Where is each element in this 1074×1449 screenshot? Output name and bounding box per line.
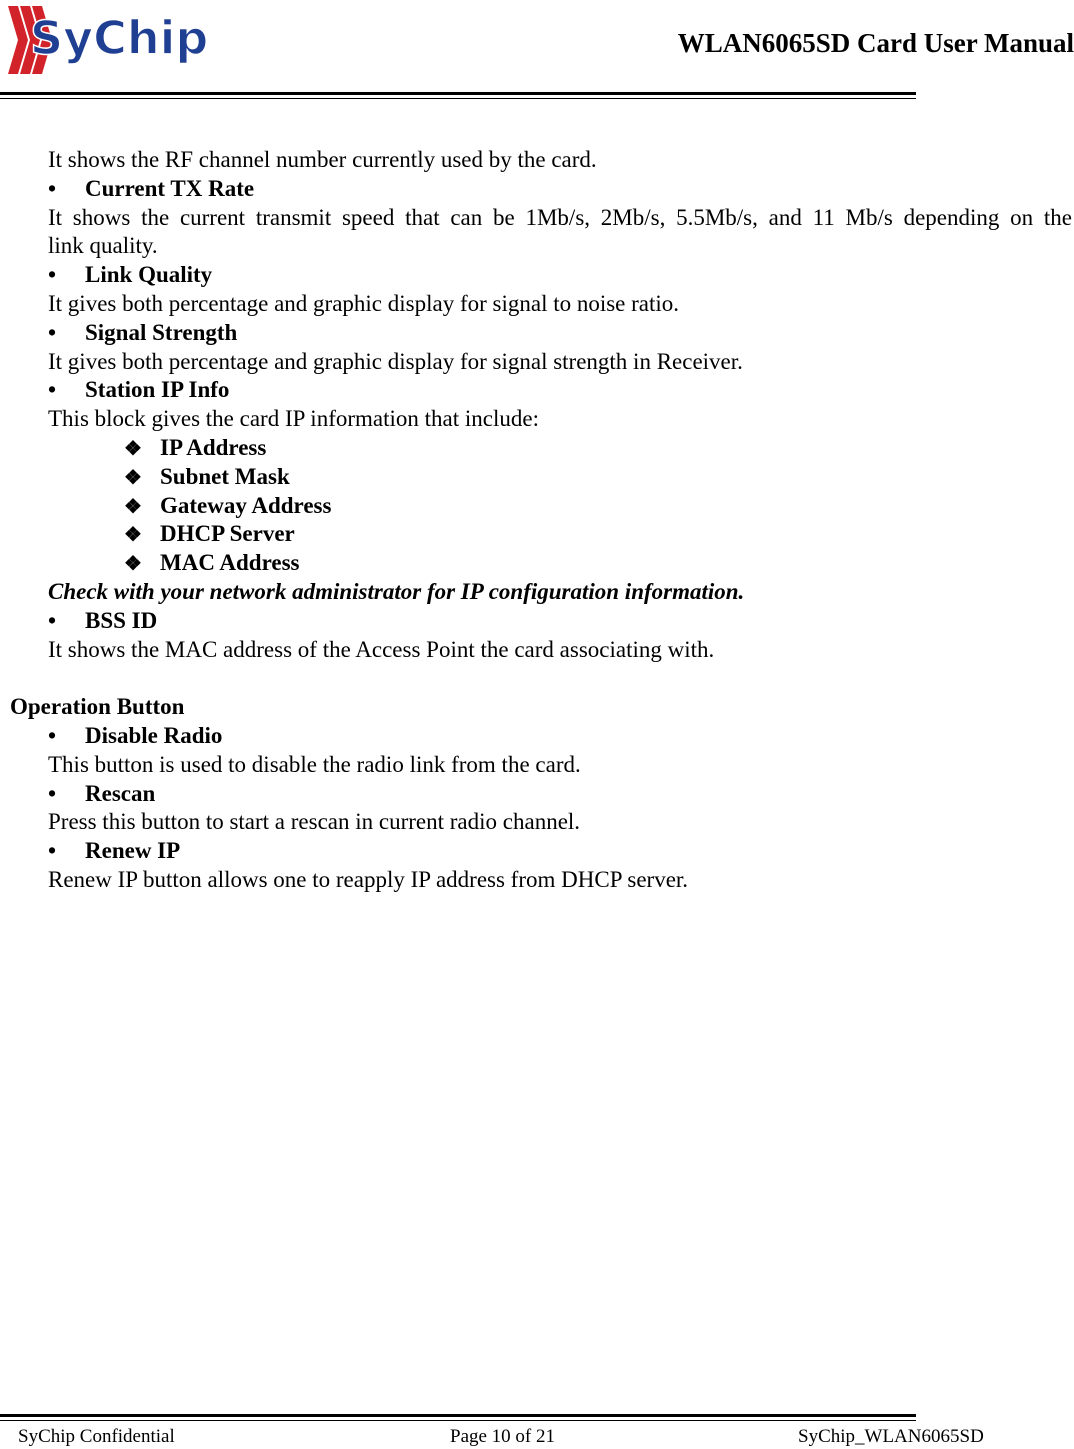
- footer-doc-id: SyChip_WLAN6065SD: [798, 1426, 984, 1447]
- bullet-icon: •: [48, 780, 57, 806]
- tx-rate-desc-line2: link quality.: [48, 233, 158, 259]
- bullet-icon: •: [48, 175, 57, 201]
- section-heading-operation-button: Operation Button: [10, 694, 185, 720]
- footer-confidential: SyChip Confidential: [18, 1426, 175, 1447]
- bullet-link-quality: • Link Quality: [0, 261, 1074, 290]
- tx-rate-desc-line1: It shows the current transmit speed that can be 1Mb/s, 2Mb/s, 5.5Mb/s, and 11 Mb/s depending on the: [48, 204, 1072, 230]
- diamond-bullet-icon: ❖: [124, 495, 142, 518]
- page-content: [0, 146, 1074, 895]
- diamond-bullet-icon: ❖: [124, 437, 142, 460]
- bullet-icon: •: [48, 377, 57, 403]
- footer-rule: [0, 1414, 916, 1421]
- footer-page-number: Page 10 of 21: [450, 1426, 556, 1447]
- bullet-icon: •: [48, 607, 57, 633]
- document-title: WLAN6065SD Card User Manual: [677, 28, 1074, 58]
- bullet-icon: •: [48, 722, 57, 748]
- diamond-bullet-icon: ❖: [124, 553, 142, 576]
- bullet-bss-id: • BSS ID: [0, 607, 1074, 636]
- bullet-icon: •: [48, 838, 57, 864]
- rescan-desc: Press this button to start a rescan in current radio channel.: [48, 809, 581, 835]
- bullet-icon: •: [48, 262, 57, 288]
- sub-item-dhcp-server: ❖ DHCP Server: [0, 520, 1074, 549]
- header-rule: [0, 92, 916, 99]
- bullet-rescan: • Rescan: [0, 780, 1074, 809]
- bullet-station-ip-info: • Station IP Info: [0, 376, 1074, 405]
- bullet-signal-strength: • Signal Strength: [0, 319, 1074, 348]
- link-quality-desc: It gives both percentage and graphic display for signal to noise ratio.: [48, 290, 680, 316]
- ip-config-note: Check with your network administrator for IP configuration information.: [48, 578, 745, 604]
- renew-ip-desc: Renew IP button allows one to reapply IP address from DHCP server.: [48, 866, 689, 892]
- sub-item-gateway-address: ❖ Gateway Address: [0, 492, 1074, 521]
- diamond-bullet-icon: ❖: [124, 466, 142, 489]
- bullet-icon: •: [48, 319, 57, 345]
- bullet-renew-ip: • Renew IP: [0, 837, 1074, 866]
- bullet-disable-radio: • Disable Radio: [0, 722, 1074, 751]
- signal-strength-desc: It gives both percentage and graphic display for signal strength in Receiver.: [48, 348, 743, 374]
- diamond-bullet-icon: ❖: [124, 524, 142, 547]
- bullet-current-tx-rate: • Current TX Rate: [0, 175, 1074, 204]
- disable-radio-desc: This button is used to disable the radio link from the card.: [48, 751, 581, 777]
- bss-id-desc: It shows the MAC address of the Access Point the card associating with.: [48, 636, 715, 662]
- rf-channel-text: It shows the RF channel number currently used by the card.: [48, 147, 597, 172]
- svg-text:SyChip: SyChip: [30, 11, 209, 65]
- sub-item-subnet-mask: ❖ Subnet Mask: [0, 463, 1074, 492]
- station-ip-desc: This block gives the card IP information that include:: [48, 406, 539, 432]
- sub-item-ip-address: ❖ IP Address: [0, 434, 1074, 463]
- sychip-logo: [4, 2, 230, 76]
- sub-item-mac-address: ❖ MAC Address: [0, 549, 1074, 578]
